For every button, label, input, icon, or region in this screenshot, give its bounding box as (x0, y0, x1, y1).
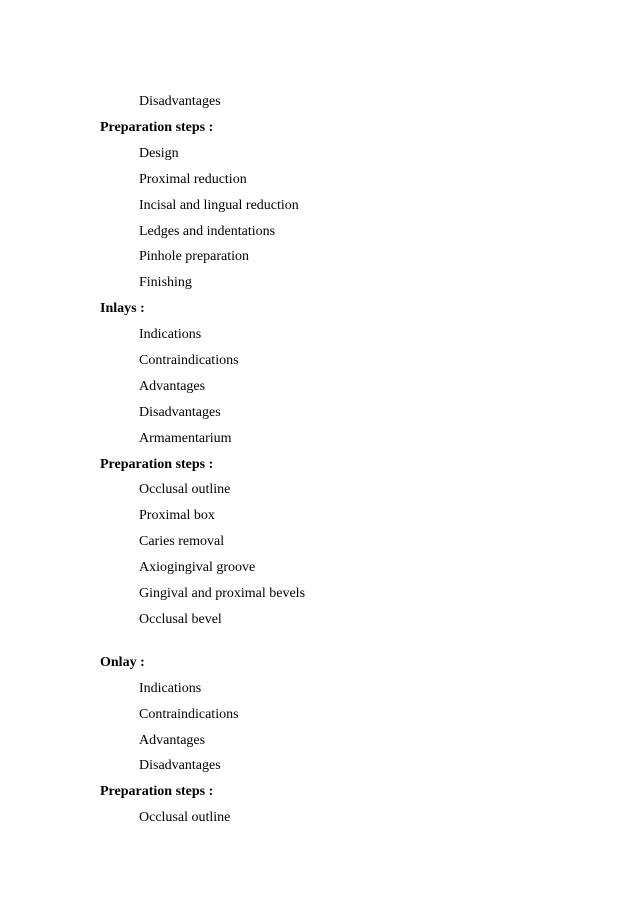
list-item: Caries removal (139, 534, 225, 549)
list-item: Disadvantages (139, 758, 221, 773)
section-heading: Preparation steps : (100, 457, 214, 472)
list-item: Design (139, 146, 179, 161)
list-item: Finishing (139, 275, 192, 290)
section-heading: Preparation steps : (100, 120, 214, 135)
list-item: Disadvantages (139, 405, 221, 420)
list-item: Advantages (139, 379, 206, 394)
list-item: Proximal box (139, 508, 215, 523)
list-item: Contraindications (139, 707, 239, 722)
list-item: Advantages (139, 733, 206, 748)
list-item: Indications (139, 327, 202, 342)
list-item: Pinhole preparation (139, 249, 250, 264)
section-heading: Preparation steps : (100, 784, 214, 799)
list-item: Occlusal outline (139, 810, 231, 825)
list-item: Occlusal bevel (139, 612, 222, 627)
list-item: Gingival and proximal bevels (139, 586, 306, 601)
list-item: Occlusal outline (139, 482, 231, 497)
list-item: Contraindications (139, 353, 239, 368)
list-item: Axiogingival groove (139, 560, 256, 575)
section-heading: Onlay : (100, 655, 145, 670)
section-heading: Inlays : (100, 301, 145, 316)
list-item: Indications (139, 681, 202, 696)
list-item: Armamentarium (139, 431, 232, 446)
list-item: Ledges and indentations (139, 224, 276, 239)
list-item: Disadvantages (139, 94, 221, 109)
list-item: Incisal and lingual reduction (139, 198, 299, 213)
list-item: Proximal reduction (139, 172, 247, 187)
